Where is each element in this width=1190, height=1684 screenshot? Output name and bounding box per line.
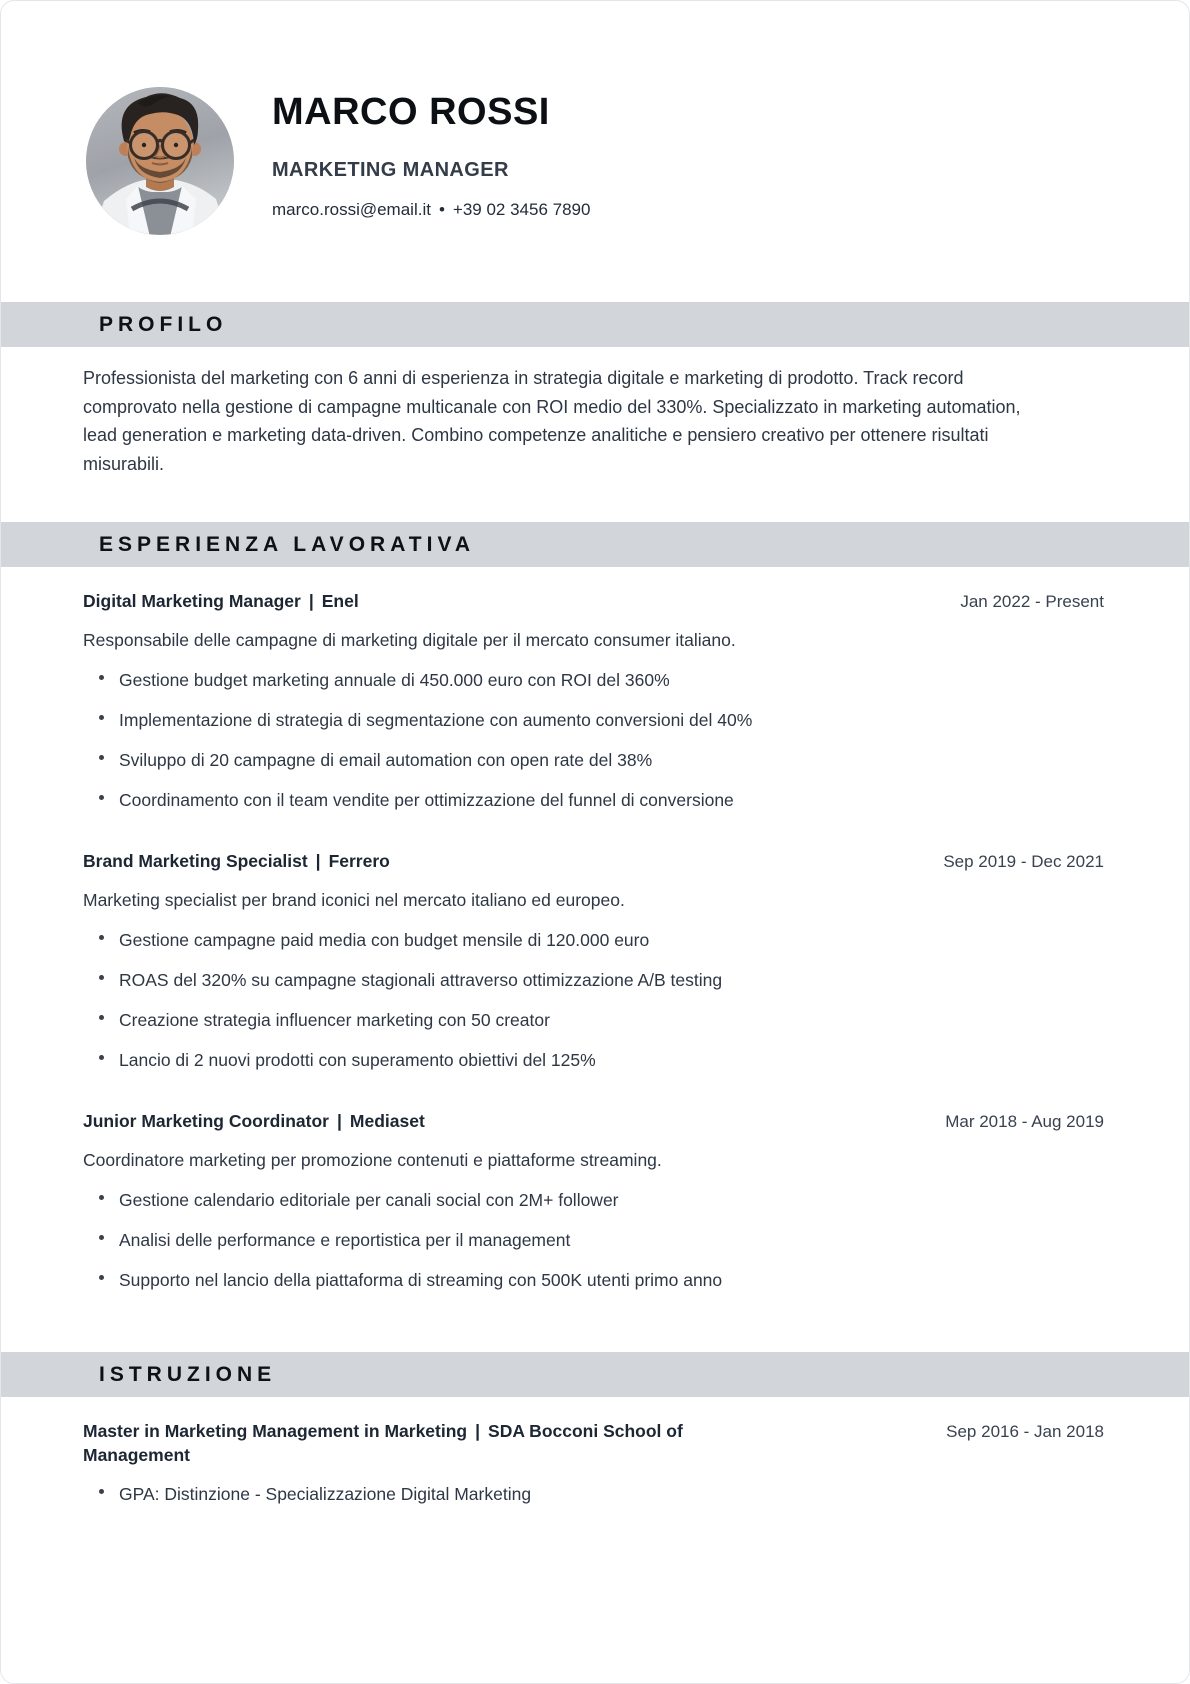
job-dates: Jan 2022 - Present [960, 592, 1104, 611]
experience-section [1, 589, 1189, 1293]
section-title: PROFILO [99, 313, 228, 336]
job-head [83, 1109, 1104, 1134]
bullet-item: Implementazione di strategia di segmentazione con aumento conversioni del 40% [83, 707, 1104, 733]
job-dates: Sep 2019 - Dec 2021 [943, 852, 1104, 871]
bullet-item: Analisi delle performance e reportistica per il management [83, 1227, 1104, 1253]
section-title: ISTRUZIONE [99, 1363, 277, 1386]
school: SDA Bocconi School of Management [83, 1421, 683, 1465]
bullet-item: GPA: Distinzione - Specializzazione Digital Marketing [83, 1481, 1104, 1507]
education-head [83, 1419, 1104, 1467]
candidate-name: MARCO ROSSI [272, 91, 550, 133]
pipe-separator: | [475, 1421, 481, 1441]
profile-summary: Professionista del marketing con 6 anni di esperienza in strategia digitale e marketing di prodotto. Track record comprovato nella gestione di campagne multicanale con ROI medio del 330%. Specializzato in marketing automation, lead generation e marketing data-driven. Combino competenze analitiche e pensiero creativo per ottenere risultati misurabili. [83, 368, 1021, 474]
job-company: Enel [321, 591, 359, 611]
bullet-item: Sviluppo di 20 campagne di email automation con open rate del 38% [83, 747, 1104, 773]
degree: Master in Marketing Management in Marketing [83, 1421, 468, 1441]
bullet-item: Creazione strategia influencer marketing con 50 creator [83, 1007, 1104, 1033]
job-entry [83, 849, 1104, 1073]
bullet-item: Gestione calendario editoriale per canali social con 2M+ follower [83, 1187, 1104, 1213]
bullet-item: Supporto nel lancio della piattaforma di streaming con 500K utenti primo anno [83, 1267, 1104, 1293]
education-entry [83, 1419, 1104, 1507]
bullet-item: Gestione campagne paid media con budget mensile di 120.000 euro [83, 927, 1104, 953]
job-title [83, 849, 390, 873]
job-summary: Responsabile delle campagne di marketing digitale per il mercato consumer italiano. [83, 630, 736, 650]
education-title [83, 1419, 738, 1467]
job-bullets [83, 1187, 1104, 1293]
job-head [83, 849, 1104, 874]
profile-section [1, 364, 1189, 478]
job-entry [83, 589, 1104, 813]
job-role: Junior Marketing Coordinator [83, 1111, 329, 1131]
pipe-separator: | [315, 851, 321, 871]
job-summary: Coordinatore marketing per promozione contenuti e piattaforme streaming. [83, 1150, 662, 1170]
section-title: ESPERIENZA LAVORATIVA [99, 533, 476, 556]
job-entry [83, 1109, 1104, 1293]
bullet-item: ROAS del 320% su campagne stagionali attraverso ottimizzazione A/B testing [83, 967, 1104, 993]
education-dates: Sep 2016 - Jan 2018 [946, 1422, 1104, 1441]
dot-separator: • [438, 199, 445, 219]
job-company: Mediaset [349, 1111, 425, 1131]
pipe-separator: | [308, 591, 314, 611]
contact-email: marco.rossi@email.it [272, 199, 431, 219]
education-section [1, 1419, 1189, 1507]
job-bullets [83, 667, 1104, 813]
pipe-separator: | [336, 1111, 342, 1131]
header-text [272, 87, 590, 220]
contact-phone: +39 02 3456 7890 [452, 199, 591, 219]
header [1, 1, 1189, 235]
candidate-title: MARKETING MANAGER [272, 158, 509, 181]
job-title [83, 589, 359, 613]
job-bullets [83, 927, 1104, 1073]
section-header-istruzione [1, 1352, 1189, 1397]
bullet-item: Gestione budget marketing annuale di 450.000 euro con ROI del 360% [83, 667, 1104, 693]
job-head [83, 589, 1104, 614]
profile-photo [86, 87, 234, 235]
job-role: Digital Marketing Manager [83, 591, 301, 611]
bullet-item: Lancio di 2 nuovi prodotti con superamento obiettivi del 125% [83, 1047, 1104, 1073]
job-dates: Mar 2018 - Aug 2019 [945, 1112, 1104, 1131]
contact-line [272, 200, 590, 220]
section-header-esperienza [1, 522, 1189, 567]
job-title [83, 1109, 425, 1133]
portrait-illustration [86, 87, 234, 235]
job-summary: Marketing specialist per brand iconici nel mercato italiano ed europeo. [83, 890, 625, 910]
bullet-item: Coordinamento con il team vendite per ottimizzazione del funnel di conversione [83, 787, 1104, 813]
section-header-profilo [1, 302, 1189, 347]
job-company: Ferrero [328, 851, 390, 871]
job-role: Brand Marketing Specialist [83, 851, 308, 871]
education-bullets [83, 1481, 1104, 1507]
